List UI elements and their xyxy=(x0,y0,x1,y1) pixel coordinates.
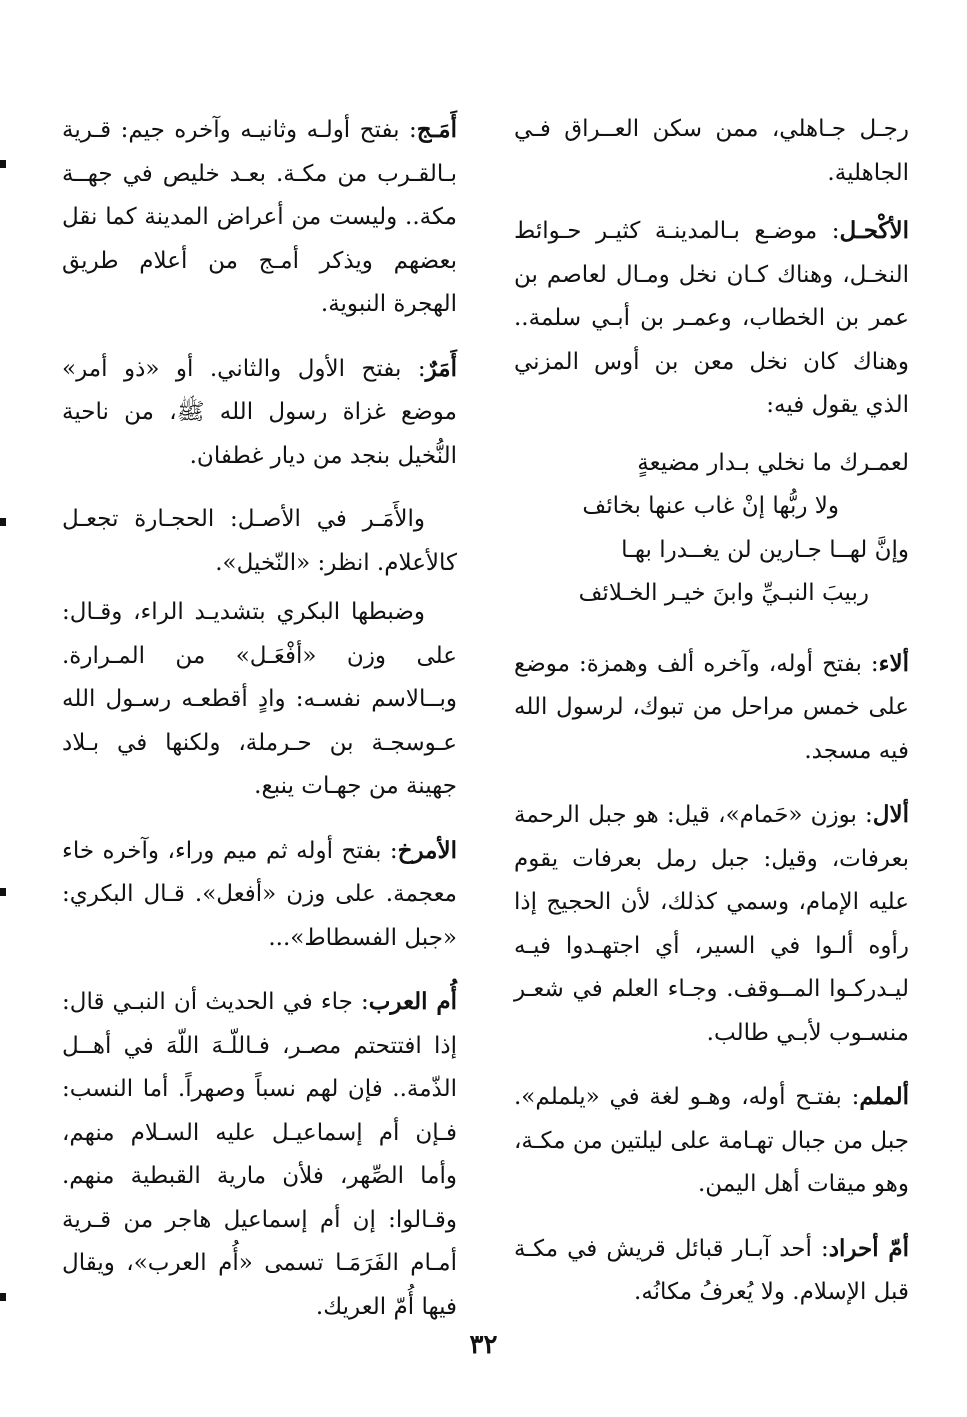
entry-text: : موضـع بـالمدينـة كثيـر حـوائط النخـل، وهناك كـان نخل ومـال لعاصم بن عمر بن الخطاب، وعمـر بن أبـي سلمة.. وهناك كان نخل معن بن أوس المزني الذي يقول فيه: xyxy=(514,218,909,418)
entry-alal xyxy=(514,793,909,1055)
entry-text: : بفتح أوله، وآخره ألف وهمزة: موضع على خمس مراحل من تبوك، لرسول الله فيه مسجد. xyxy=(514,650,909,764)
headword: أُم العرب xyxy=(368,988,457,1015)
entry-text: : جاء في الحديث أن النبـي قال: إذا افتتحتم مصـر، فـاللّـهَ اللّهَ في أهــل الذّمة.. فإن لهم نسباً وصهراً. أما النسب: فـإن أم إسماعيـل عليه السـلام منهم، وأما الصِّهر، فلأن مارية القبطية منهم. وقـالوا: إن أم إسماعيل هاجر من قـرية أمـام الفَرَمَـا تسمى «أُم العرب»، ويقال فيها أُمّ العريك. xyxy=(62,989,457,1320)
entry-amar xyxy=(62,347,457,479)
margin-mark xyxy=(0,1293,6,1301)
entry-al-akhal xyxy=(514,209,909,428)
entry-text: : بفتح الأول والثاني. أو «ذو أمر» موضع غزاة رسول الله ﷺ، من ناحية النُّخيل بنجد من ديار غطفان. xyxy=(62,355,457,469)
continuation-paragraph: رجـل جـاهلي، ممن سكن العــراق فـي الجاهلية. xyxy=(514,116,909,186)
headword: أمّ أحراد xyxy=(828,1234,909,1262)
paragraph: وضبطها البكري بتشديـد الراء، وقـال: على وزن «أفْعَـل» من المـرارة. وبــالاسم نفسـه: وادٍ أقطعـه رسـول الله عـوسجـة بن حـرملة، ولكنها في بـلاد جهينة من جهـات ينبع. xyxy=(62,599,457,799)
headword: ألاء xyxy=(878,649,909,677)
entry-almalam xyxy=(514,1075,909,1207)
headword: الأمرخ xyxy=(397,836,457,864)
poem-verse: ربيبَ النبـيِّ وابنَ خيـر الخـلائف xyxy=(578,580,869,606)
entry-alaa xyxy=(514,642,909,774)
poem-verse: ولا ربُّها إنْ غاب عنها بخائف xyxy=(582,493,839,519)
poem-verse: لعمـرك ما نخلي بـدار مضيعةٍ xyxy=(637,449,909,476)
entry-text: : بفتـح أوله، وهـو لغة في «يلملم». جبل من جبال تهـامة على ليلتين من مكـة، وهو ميقات أهل اليمن. xyxy=(514,1084,909,1197)
paragraph: والأَمَـر في الأصـل: الحجـارة تجعـل كالأعلام. انظر: «النّخيل». xyxy=(62,506,457,576)
left-column xyxy=(62,108,457,1343)
entry-al-amrakh xyxy=(62,829,457,961)
entry-text: : بفتح أوله ثم ميم وراء، وآخره خاء معجمة. على وزن «أفعل». قـال البكري: «جبل الفسطاط»... xyxy=(62,837,457,951)
poem-verse: وإنَّ لهــا جـارين لن يغــدرا بهـا xyxy=(621,536,909,563)
entry-umm-al-arab xyxy=(62,980,457,1329)
entry-text: : بفتح أولـه وثانيـه وآخره جيم: قـرية بـالقـرب من مكـة. بعـد خليص في جهــة مكة.. وليست من أعراض المدينة كما نقل بعضهم ويذكر أمـج من أعلام طريق الهجرة النبوية. xyxy=(62,117,457,317)
entry-text: : أحد آبـار قبائل قريش في مكـة قبل الإسلام. ولا يُعرفُ مكانُه. xyxy=(514,1235,909,1305)
page-number: ٣٢ xyxy=(469,1330,498,1360)
poem xyxy=(514,442,909,616)
headword: أَمَرٌ xyxy=(425,354,457,382)
entry-umm-ahrad xyxy=(514,1227,909,1315)
margin-mark xyxy=(0,160,6,168)
margin-mark xyxy=(0,518,6,526)
headword: أَمَـج xyxy=(416,116,457,143)
right-column xyxy=(514,108,909,1329)
headword: الأكْحـل xyxy=(839,217,909,244)
entry-amaj xyxy=(62,108,457,327)
margin-mark xyxy=(0,888,6,896)
headword: ألال xyxy=(872,801,909,828)
entry-text: : بوزن «حَمام»، قيل: هو جبل الرحمة بعرفات، وقيل: جبل رمل بعرفات يقوم عليه الإمام، وسمي كذلك، لأن الحجيج إذا رأوه ألـوا في السير، أي اجتهـدوا فيـه ليـدركـوا المــوقف. وجـاء العلم في شعـر منسـوب لأبـي طالب. xyxy=(514,802,909,1046)
headword: ألملم xyxy=(859,1083,909,1110)
